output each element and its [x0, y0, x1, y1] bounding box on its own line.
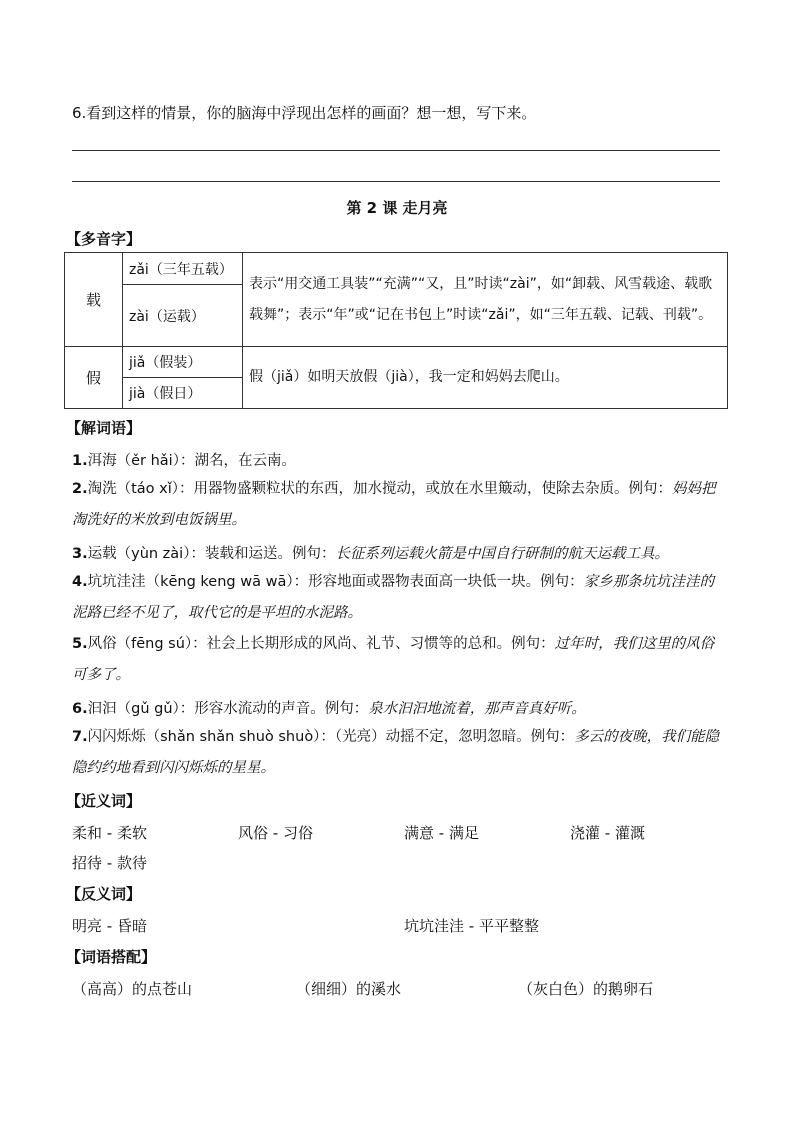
word-entry-4: [72, 567, 724, 629]
entry-example: 泉水汩汩地流着，那声音真好听。: [368, 701, 586, 717]
lesson-title: 第 2 课 走月亮: [346, 199, 448, 217]
antonym-pair: 明亮 - 昏暗: [72, 917, 147, 935]
entry-example: 家乡那条坑坑洼洼的泥路已经不见了，取代它的是平坦的水泥路。: [72, 574, 715, 621]
word-entry-5: [72, 629, 724, 691]
table-row: [65, 253, 728, 285]
entry-definition: 洱海（ěr hǎi）：湖名，在云南。: [87, 453, 296, 469]
collocation: （灰白色）的鹅卵石: [518, 980, 654, 998]
section-words: 【解词语】: [66, 419, 142, 437]
collocation: （高高）的点苍山: [72, 980, 193, 998]
synonym-pair: 风俗 - 习俗: [238, 824, 313, 842]
antonym-pair: 坑坑洼洼 - 平平整整: [404, 917, 539, 935]
entry-number: 3.: [72, 546, 88, 562]
word-entry-7: [72, 722, 724, 784]
synonym-pair: 满意 - 满足: [404, 824, 479, 842]
synonym-pair: 浇灌 - 灌溉: [570, 824, 645, 842]
word-entry-3: [72, 542, 669, 563]
entry-number: 1.: [72, 453, 88, 469]
entry-definition: 运载（yùn zài）：装载和运送。例句：: [87, 546, 336, 562]
polyphone-explanation: 假（jiǎ）如明天放假（jià），我一定和妈妈去爬山。: [243, 347, 728, 409]
entry-definition: 闪闪烁烁（shǎn shǎn shuò shuò）：（光亮）动摇不定，忽明忽暗。例句：: [87, 729, 575, 745]
entry-number: 4.: [72, 574, 88, 590]
entry-example: 过年时，我们这里的风俗可多了。: [72, 636, 715, 683]
section-synonyms: 【近义词】: [66, 792, 142, 810]
reading: jià（假日）: [123, 378, 243, 409]
entry-definition: 汩汩（gǔ gǔ）：形容水流动的声音。例句：: [87, 701, 369, 717]
polyphone-table: [64, 252, 728, 409]
answer-line-2: [72, 181, 720, 182]
entry-number: 2.: [72, 481, 88, 497]
word-entry-2: [72, 474, 724, 536]
entry-number: 7.: [72, 729, 88, 745]
entry-example: 长征系列运载火箭是中国自行研制的航天运载工具。: [335, 546, 669, 562]
entry-number: 6.: [72, 701, 88, 717]
reading: zǎi（三年五载）: [123, 253, 243, 285]
entry-number: 5.: [72, 636, 88, 652]
answer-line-1: [72, 150, 720, 151]
word-entry-1: [72, 449, 296, 470]
question-6: 6.看到这样的情景，你的脑海中浮现出怎样的画面？想一想，写下来。: [72, 104, 537, 122]
section-polyphones: 【多音字】: [66, 230, 142, 248]
polyphone-explanation: 表示“用交通工具装”“充满”“又，且”时读“zài”，如“卸载、风雪载途、载歌载舞”；表示“年”或“记在书包上”时读“zǎi”，如“三年五载、记载、刊载”。: [243, 253, 728, 347]
word-entry-6: [72, 697, 586, 718]
reading: zài（运载）: [123, 285, 243, 347]
table-row: [65, 347, 728, 378]
entry-definition: 风俗（fēng sú）：社会上长期形成的风尚、礼节、习惯等的总和。例句：: [87, 636, 555, 652]
polyphone-char: 载: [65, 253, 123, 347]
entry-definition: 坑坑洼洼（kēng keng wā wā）：形容地面或器物表面高一块低一块。例句：: [87, 574, 584, 590]
synonym-pair: 柔和 - 柔软: [72, 824, 147, 842]
reading: jiǎ（假装）: [123, 347, 243, 378]
section-antonyms: 【反义词】: [66, 885, 142, 903]
entry-example: 妈妈把淘洗好的米放到电饭锅里。: [72, 481, 716, 528]
entry-example: 多云的夜晚，我们能隐隐约约地看到闪闪烁烁的星星。: [72, 729, 720, 776]
polyphone-char: 假: [65, 347, 123, 409]
entry-definition: 淘洗（táo xǐ）：用器物盛颗粒状的东西，加水搅动，或放在水里簸动，使除去杂质。例句：: [87, 481, 673, 497]
synonym-pair: 招待 - 款待: [72, 854, 147, 872]
section-collocations: 【词语搭配】: [66, 948, 157, 966]
collocation: （细细）的溪水: [296, 980, 402, 998]
